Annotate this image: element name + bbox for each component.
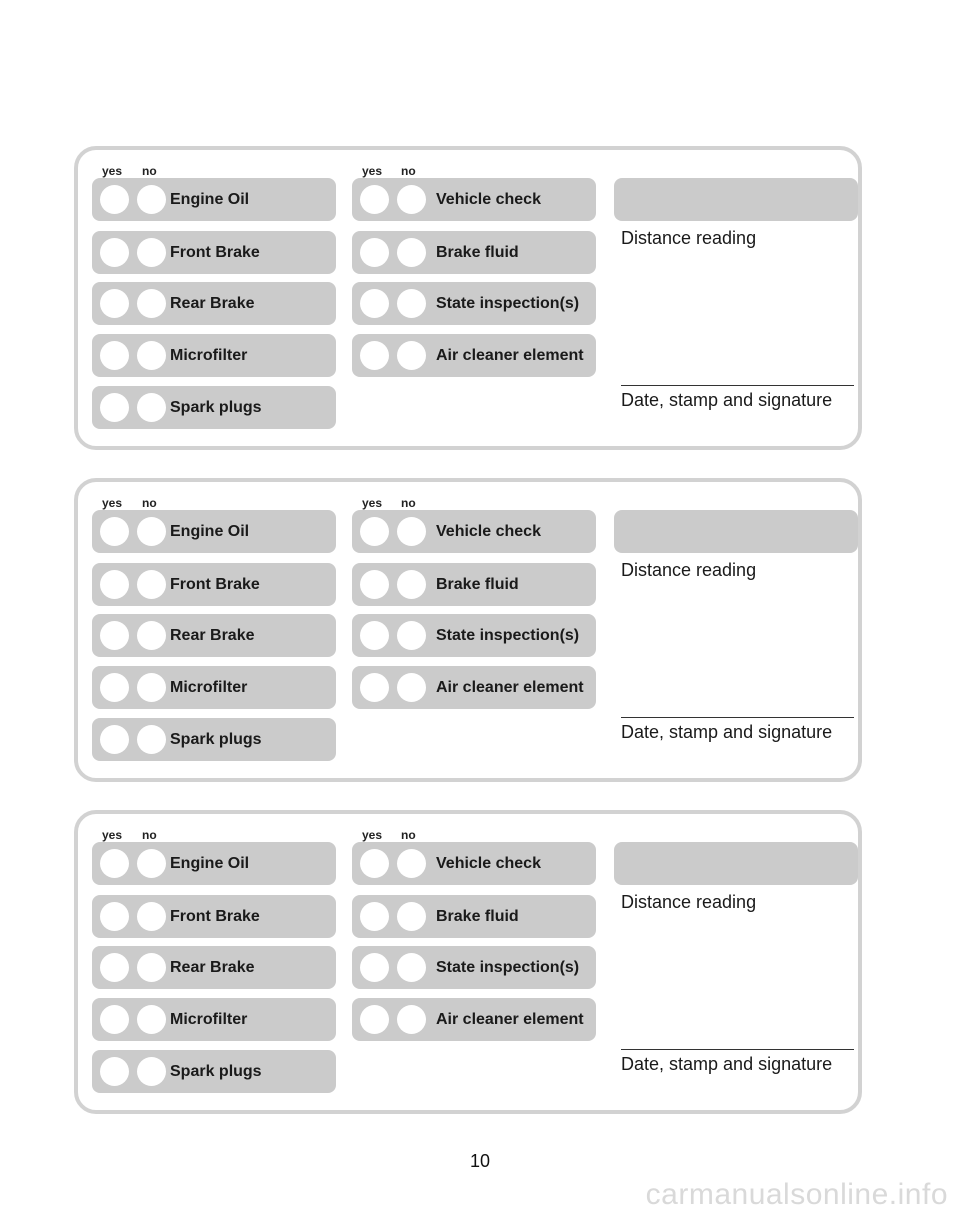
yes-checkbox[interactable] xyxy=(360,289,389,318)
checklist-row-vehicle-check xyxy=(352,510,596,553)
item-label: Engine Oil xyxy=(170,523,250,540)
checklist-row-front-brake xyxy=(92,895,336,938)
yes-header: yes xyxy=(102,828,123,842)
no-checkbox[interactable] xyxy=(137,570,166,599)
no-checkbox[interactable] xyxy=(397,517,426,546)
item-label: Brake fluid xyxy=(436,576,519,593)
yes-checkbox[interactable] xyxy=(100,289,129,318)
yes-checkbox[interactable] xyxy=(360,341,389,370)
item-label: Engine Oil xyxy=(170,855,250,872)
yes-header: yes xyxy=(362,164,383,178)
item-label: Vehicle check xyxy=(436,855,541,872)
checklist-row-microfilter xyxy=(92,666,336,709)
signature-line[interactable] xyxy=(621,1049,854,1050)
yes-checkbox[interactable] xyxy=(360,570,389,599)
no-header: no xyxy=(142,496,157,510)
no-checkbox[interactable] xyxy=(137,849,166,878)
item-label: Engine Oil xyxy=(170,191,250,208)
checklist-row-engine-oil xyxy=(92,178,336,221)
no-checkbox[interactable] xyxy=(397,341,426,370)
yes-checkbox[interactable] xyxy=(100,849,129,878)
checklist-row-air-cleaner xyxy=(352,334,596,377)
yes-checkbox[interactable] xyxy=(360,953,389,982)
no-checkbox[interactable] xyxy=(137,1005,166,1034)
no-checkbox[interactable] xyxy=(397,238,426,267)
yes-checkbox[interactable] xyxy=(100,621,129,650)
no-checkbox[interactable] xyxy=(397,902,426,931)
watermark-text: carmanualsonline.info xyxy=(645,1178,948,1211)
no-checkbox[interactable] xyxy=(397,673,426,702)
service-record-card-1 xyxy=(74,146,862,450)
no-checkbox[interactable] xyxy=(397,849,426,878)
checklist-row-front-brake xyxy=(92,231,336,274)
service-record-card-2 xyxy=(74,478,862,782)
distance-reading-label: Distance reading xyxy=(621,228,757,248)
yes-checkbox[interactable] xyxy=(360,185,389,214)
no-checkbox[interactable] xyxy=(137,238,166,267)
yes-header: yes xyxy=(362,496,383,510)
checklist-row-engine-oil xyxy=(92,842,336,885)
checklist-row-spark-plugs xyxy=(92,386,336,429)
checklist-row-state-inspection xyxy=(352,282,596,325)
item-label: Front Brake xyxy=(170,244,260,261)
checklist-row-air-cleaner xyxy=(352,998,596,1041)
signature-label: Date, stamp and signature xyxy=(621,1054,833,1074)
no-checkbox[interactable] xyxy=(137,621,166,650)
item-label: Rear Brake xyxy=(170,627,255,644)
checklist-row-vehicle-check xyxy=(352,842,596,885)
distance-reading-field[interactable] xyxy=(614,178,858,221)
item-label: Air cleaner element xyxy=(436,347,584,364)
no-checkbox[interactable] xyxy=(397,953,426,982)
item-label: State inspection(s) xyxy=(436,295,580,312)
yes-checkbox[interactable] xyxy=(100,238,129,267)
distance-reading-field[interactable] xyxy=(614,842,858,885)
no-header: no xyxy=(142,828,157,842)
item-label: Front Brake xyxy=(170,908,260,925)
no-checkbox[interactable] xyxy=(397,1005,426,1034)
no-checkbox[interactable] xyxy=(137,185,166,214)
service-record-card-3 xyxy=(74,810,862,1114)
no-checkbox[interactable] xyxy=(397,621,426,650)
yes-checkbox[interactable] xyxy=(360,902,389,931)
item-label: Front Brake xyxy=(170,576,260,593)
checklist-row-brake-fluid xyxy=(352,895,596,938)
checklist-row-front-brake xyxy=(92,563,336,606)
yes-checkbox[interactable] xyxy=(100,1057,129,1086)
yes-checkbox[interactable] xyxy=(360,238,389,267)
yes-checkbox[interactable] xyxy=(100,725,129,754)
no-checkbox[interactable] xyxy=(397,570,426,599)
yes-checkbox[interactable] xyxy=(100,902,129,931)
no-header: no xyxy=(142,164,157,178)
distance-reading-field[interactable] xyxy=(614,510,858,553)
no-checkbox[interactable] xyxy=(137,1057,166,1086)
no-header: no xyxy=(401,828,416,842)
yes-checkbox[interactable] xyxy=(360,621,389,650)
no-checkbox[interactable] xyxy=(137,289,166,318)
checklist-row-state-inspection xyxy=(352,614,596,657)
checklist-row-microfilter xyxy=(92,998,336,1041)
yes-checkbox[interactable] xyxy=(100,185,129,214)
checklist-row-state-inspection xyxy=(352,946,596,989)
checklist-row-rear-brake xyxy=(92,946,336,989)
checklist-row-vehicle-check xyxy=(352,178,596,221)
yes-checkbox[interactable] xyxy=(100,517,129,546)
signature-label: Date, stamp and signature xyxy=(621,390,833,410)
checklist-row-engine-oil xyxy=(92,510,336,553)
no-checkbox[interactable] xyxy=(137,517,166,546)
item-label: Microfilter xyxy=(170,347,248,364)
checklist-row-spark-plugs xyxy=(92,1050,336,1093)
distance-reading-label: Distance reading xyxy=(621,560,757,580)
checklist-row-rear-brake xyxy=(92,282,336,325)
item-label: Brake fluid xyxy=(436,908,519,925)
checklist-row-brake-fluid xyxy=(352,563,596,606)
yes-checkbox[interactable] xyxy=(100,673,129,702)
item-label: Microfilter xyxy=(170,1011,248,1028)
item-label: Air cleaner element xyxy=(436,679,584,696)
item-label: Rear Brake xyxy=(170,959,255,976)
yes-checkbox[interactable] xyxy=(100,393,129,422)
item-label: Spark plugs xyxy=(170,399,262,416)
item-label: Vehicle check xyxy=(436,191,541,208)
signature-line[interactable] xyxy=(621,385,854,386)
no-checkbox[interactable] xyxy=(137,725,166,754)
checklist-row-air-cleaner xyxy=(352,666,596,709)
yes-checkbox[interactable] xyxy=(360,673,389,702)
distance-reading-label: Distance reading xyxy=(621,892,757,912)
item-label: Vehicle check xyxy=(436,523,541,540)
yes-checkbox[interactable] xyxy=(360,1005,389,1034)
checklist-row-microfilter xyxy=(92,334,336,377)
item-label: Microfilter xyxy=(170,679,248,696)
checklist-row-brake-fluid xyxy=(352,231,596,274)
no-checkbox[interactable] xyxy=(137,902,166,931)
item-label: Spark plugs xyxy=(170,731,262,748)
item-label: Spark plugs xyxy=(170,1063,262,1080)
yes-checkbox[interactable] xyxy=(100,570,129,599)
yes-checkbox[interactable] xyxy=(360,849,389,878)
item-label: State inspection(s) xyxy=(436,627,580,644)
checklist-row-rear-brake xyxy=(92,614,336,657)
no-header: no xyxy=(401,164,416,178)
page-number: 10 xyxy=(469,1151,491,1171)
yes-header: yes xyxy=(102,164,123,178)
no-checkbox[interactable] xyxy=(137,673,166,702)
no-checkbox[interactable] xyxy=(137,341,166,370)
item-label: Brake fluid xyxy=(436,244,519,261)
signature-label: Date, stamp and signature xyxy=(621,722,833,742)
checklist-row-spark-plugs xyxy=(92,718,336,761)
yes-header: yes xyxy=(102,496,123,510)
yes-checkbox[interactable] xyxy=(100,1005,129,1034)
item-label: Air cleaner element xyxy=(436,1011,584,1028)
item-label: State inspection(s) xyxy=(436,959,580,976)
yes-header: yes xyxy=(362,828,383,842)
yes-checkbox[interactable] xyxy=(100,341,129,370)
no-checkbox[interactable] xyxy=(397,185,426,214)
no-header: no xyxy=(401,496,416,510)
no-checkbox[interactable] xyxy=(137,953,166,982)
yes-checkbox[interactable] xyxy=(100,953,129,982)
yes-checkbox[interactable] xyxy=(360,517,389,546)
item-label: Rear Brake xyxy=(170,295,255,312)
no-checkbox[interactable] xyxy=(137,393,166,422)
no-checkbox[interactable] xyxy=(397,289,426,318)
signature-line[interactable] xyxy=(621,717,854,718)
